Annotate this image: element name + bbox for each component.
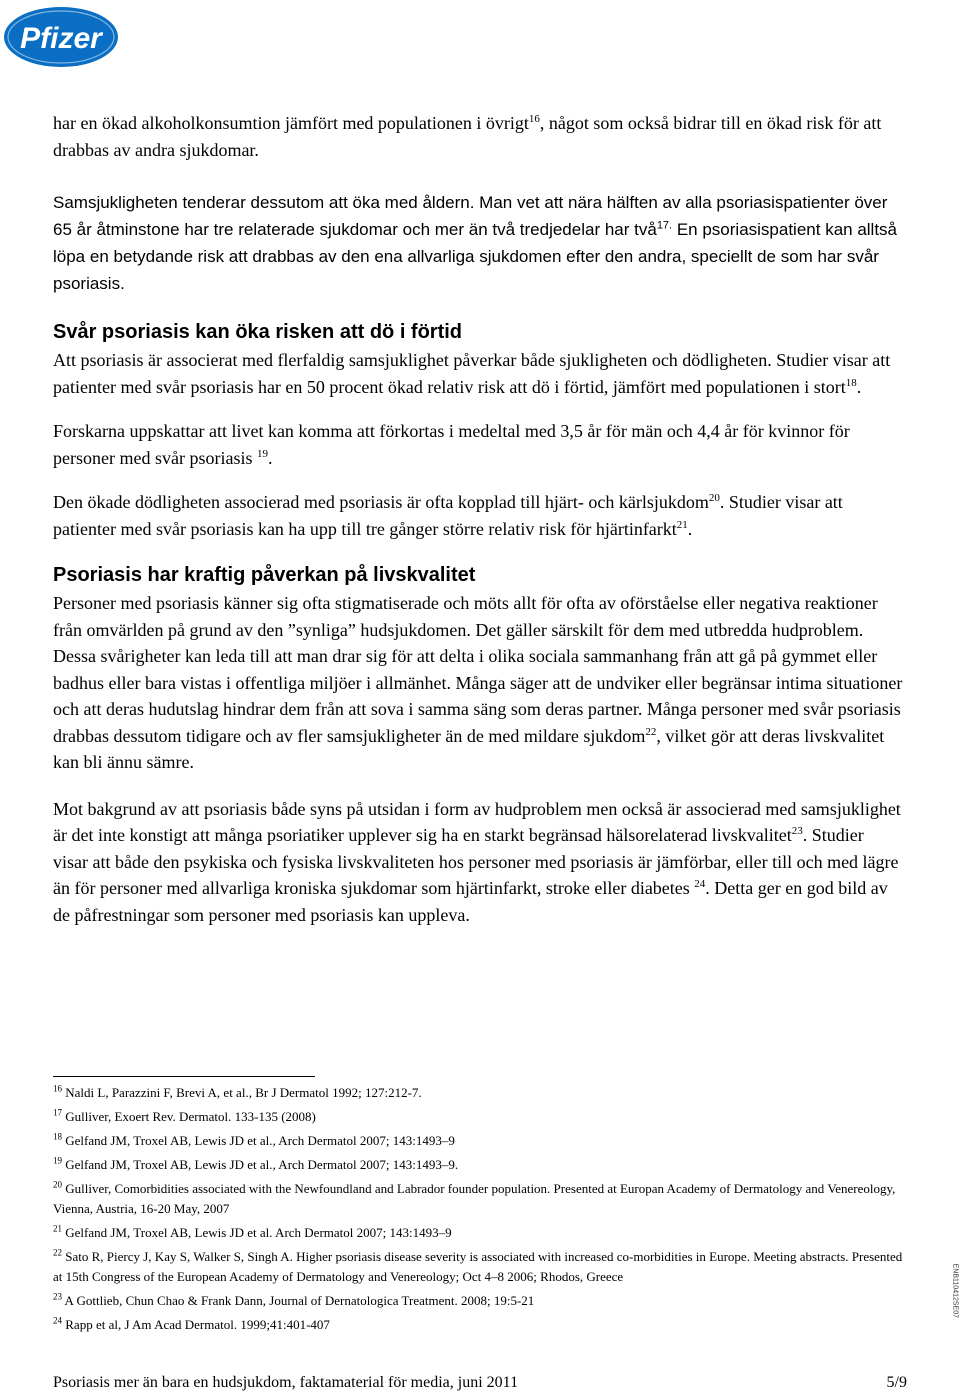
footnote — [53, 1083, 903, 1103]
paragraph-2 — [53, 189, 903, 297]
pfizer-logo — [2, 4, 120, 70]
footnote — [53, 1291, 903, 1311]
footnote-text: A Gottlieb, Chun Chao & Frank Dann, Journal of Dernatologica Treatment. 2008; 19:5-21 — [64, 1293, 535, 1308]
text: . — [267, 447, 273, 468]
text: . Studier visar att både den psykiska och fysiska livskvaliteten hos personer med psoriasis är jämförbar, eller till och med lägre än för personer med allvarliga kroniska sjukdomar som hjärtinfarkt, stroke eller diabetes — [53, 825, 899, 898]
paragraph-4 — [53, 418, 903, 471]
footnote-number: 18 — [53, 1131, 62, 1142]
text: Forskarna uppskattar att livet kan komma att förkortas i medeltal med 3,5 år för män och 4,4 år för kvinnor för personer med svår psoriasis — [53, 421, 850, 468]
text: , vilket gör att deras livskvalitet kan bli ännu sämre. — [53, 725, 885, 772]
footnote — [53, 1107, 903, 1127]
footnote-ref: 24 — [694, 878, 706, 890]
text: Den ökade dödligheten associerad med psoriasis är ofta kopplad till hjärt- och kärlsjukdom — [53, 492, 709, 512]
footer-title: Psoriasis mer än bara en hudsjukdom, faktamaterial för media, juni 2011 — [53, 1374, 519, 1391]
footnote — [53, 1131, 903, 1151]
footnote-number: 22 — [53, 1247, 62, 1258]
section-heading-2: Psoriasis har kraftig påverkan på livskvalitet — [53, 564, 476, 586]
footnote-number: 23 — [53, 1291, 62, 1302]
page-footer — [53, 1374, 907, 1396]
footnote-number: 17 — [53, 1107, 62, 1118]
text: , något som också bidrar till en ökad risk för att drabbas av andra sjukdomar. — [53, 113, 882, 160]
footnote — [53, 1155, 903, 1175]
text: har en ökad alkoholkonsumtion jämfört med populationen i övrigt — [53, 113, 529, 133]
paragraph-3 — [53, 347, 903, 400]
text: . Detta ger en god bild av de påfrestningar som personer med psoriasis kan uppleva. — [53, 878, 888, 925]
footnote-ref: 19 — [256, 447, 268, 460]
logo-text: Pfizer — [20, 22, 102, 55]
footnote — [53, 1223, 903, 1243]
text: . Studier visar att patienter med svår psoriasis kan ha upp till tre gånger större relativ risk för hjärtinfarkt — [53, 492, 843, 539]
footnote — [53, 1247, 903, 1287]
footnote-text: Gelfand JM, Troxel AB, Lewis JD et al. Arch Dermatol 2007; 143:1493–9 — [65, 1225, 452, 1240]
footnote-ref: 20 — [708, 492, 720, 504]
footnote-number: 20 — [53, 1179, 62, 1190]
footnote-ref: 23 — [791, 825, 803, 837]
footnote-text: Gulliver, Exoert Rev. Dermatol. 133-135 (2008) — [65, 1109, 316, 1124]
text: . — [856, 376, 862, 397]
paragraph-5 — [53, 489, 903, 542]
text: En psoriasispatient kan alltså löpa en betydande risk att drabbas av den ena allvarliga sjukdomen efter den andra, speciellt de som har svår psoriasis. — [53, 220, 898, 293]
paragraph-1 — [53, 110, 903, 163]
footnote — [53, 1315, 903, 1335]
footnote-text: Sato R, Piercy J, Kay S, Walker S, Singh A. Higher psoriasis disease severity is associated with increased co-morbidities in Europe. Meeting abstracts. Presented at 15th Congress of the European Academy of Dermatology and Venereology; Oct 4–8 2006; Rhodos, Greece — [53, 1249, 903, 1284]
footnote-ref: 21 — [676, 518, 688, 531]
text: Samsjukligheten tenderar dessutom att öka med åldern. Man vet att nära hälften av alla psoriasispatienter över 65 år åtminstone har tre relaterade sjukdomar och mer än två tredjedelar har två — [53, 193, 888, 239]
footnote-number: 21 — [53, 1223, 62, 1234]
document-code: ENB110412SE07 — [951, 1263, 958, 1318]
footnote-text: Rapp et al, J Am Acad Dermatol. 1999;41:401-407 — [65, 1317, 330, 1332]
section-heading-1: Svår psoriasis kan öka risken att dö i förtid — [53, 321, 463, 343]
footnote-text: Naldi L, Parazzini F, Brevi A, et al., Br J Dermatol 1992; 127:212-7. — [65, 1085, 422, 1100]
text: . — [687, 518, 693, 539]
paragraph-7 — [53, 796, 903, 929]
text: Mot bakgrund av att psoriasis både syns på utsidan i form av hudproblem men också är associerad med samsjuklighet är det inte konstigt att många psoriatiker upplever sig ha en starkt begränsad hälsorelaterad livskvalitet — [53, 798, 901, 845]
page-number: 5/9 — [886, 1374, 907, 1391]
footnote-text: Gelfand JM, Troxel AB, Lewis JD et al., Arch Dermatol 2007; 143:1493–9. — [65, 1157, 459, 1172]
footnote-number: 16 — [53, 1083, 62, 1094]
footnote-text: Gelfand JM, Troxel AB, Lewis JD et al., Arch Dermatol 2007; 143:1493–9 — [65, 1133, 455, 1148]
footnote-ref: 22 — [645, 725, 657, 738]
footnote-divider — [53, 1076, 315, 1077]
footnote-ref: 17. — [656, 219, 673, 232]
document-body — [53, 110, 903, 928]
footnote-number: 24 — [53, 1315, 62, 1326]
footnote — [53, 1179, 903, 1219]
footnote-text: Gulliver, Comorbidities associated with the Newfoundland and Labrador founder population. Presented at Europan Academy of Dermatology and Venereology, Vienna, Austria, 16-20 May, 2007 — [53, 1181, 896, 1216]
text: Att psoriasis är associerat med flerfaldig samsjuklighet påverkar både sjukligheten och dödligheten. Studier visar att patienter med svår psoriasis har en 50 procent ökad relativ risk att dö i förtid, jämfört med populationen i stort — [53, 350, 891, 397]
text: Personer med psoriasis känner sig ofta stigmatiserade och möts allt för ofta av oförståelse eller negativa reaktioner från omvärlden på grund av den ”synliga” hudsjukdomen. Det gäller särskilt för dem med utbredda hudproblem. Dessa svårigheter kan leda till att man drar sig för att delta i olika sociala sammanhang från att gå på gymmet eller badhus eller bara vistas i offentliga miljöer i allmänhet. Många säger att de undviker eller begränsar intima situationer och att deras hudutslag hindrar dem från att sova i samma säng som deras partner. Många personer med svår psoriasis drabbas dessutom tidigare och av fler samsjukligheter än de med mildare sjukdom — [53, 593, 903, 746]
footnotes — [53, 1076, 903, 1339]
footnote-ref: 18 — [845, 376, 857, 389]
footnote-number: 19 — [53, 1155, 62, 1166]
paragraph-6 — [53, 590, 903, 776]
footnote-ref: 16 — [528, 113, 540, 125]
